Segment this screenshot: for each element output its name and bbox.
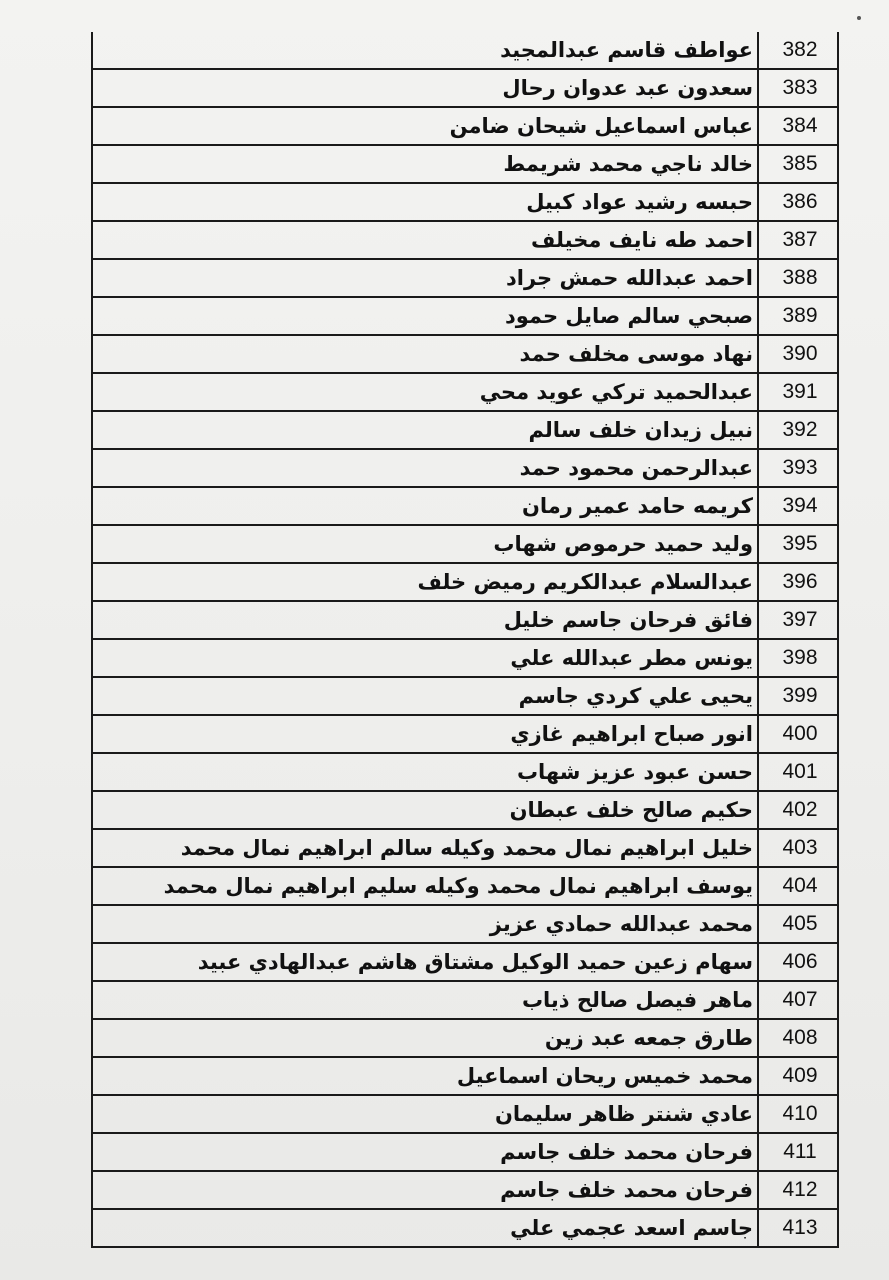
- name-cell: طارق جمعه عبد زين: [93, 1020, 759, 1056]
- table-row: [93, 372, 837, 410]
- table-row: [93, 1018, 837, 1056]
- table-row: [93, 790, 837, 828]
- table-row: [93, 1208, 837, 1246]
- number-cell: 400: [782, 722, 818, 745]
- table-row: [93, 904, 837, 942]
- table-row: [93, 258, 837, 296]
- number-cell: 390: [782, 342, 818, 365]
- table-row: [93, 1056, 837, 1094]
- table-row: [93, 68, 837, 106]
- table-row: [93, 448, 837, 486]
- table-row: [93, 676, 837, 714]
- name-cell: وليد حميد حرموص شهاب: [93, 526, 759, 562]
- number-cell: 404: [782, 874, 818, 897]
- table-row: [93, 1094, 837, 1132]
- table-row: [93, 144, 837, 182]
- number-cell: 401: [782, 760, 818, 783]
- table-row: [93, 562, 837, 600]
- number-cell: 399: [782, 684, 818, 707]
- name-cell: عادي شنتر ظاهر سليمان: [93, 1096, 759, 1132]
- table-row: [93, 752, 837, 790]
- name-cell: عبدالسلام عبدالكريم رميض خلف: [93, 564, 759, 600]
- number-cell: 392: [782, 418, 818, 441]
- name-cell: عواطف قاسم عبدالمجيد: [93, 32, 759, 68]
- name-cell: خالد ناجي محمد شريمط: [93, 146, 759, 182]
- number-cell: 384: [782, 114, 818, 137]
- name-cell: فرحان محمد خلف جاسم: [93, 1172, 759, 1208]
- number-cell: 405: [782, 912, 818, 935]
- name-cell: صبحي سالم صايل حمود: [93, 298, 759, 334]
- table-row: [93, 980, 837, 1018]
- table-row: [93, 1132, 837, 1170]
- table-row: [93, 714, 837, 752]
- table-row: [93, 32, 837, 68]
- number-cell: 397: [782, 608, 818, 631]
- table-row: [93, 106, 837, 144]
- name-cell: جاسم اسعد عجمي علي: [93, 1210, 759, 1246]
- table-row: [93, 410, 837, 448]
- table-row: [93, 866, 837, 904]
- number-cell: 410: [782, 1102, 818, 1125]
- number-cell: 398: [782, 646, 818, 669]
- table-row: [93, 182, 837, 220]
- name-cell: حكيم صالح خلف عبطان: [93, 792, 759, 828]
- name-cell: سهام زعين حميد الوكيل مشتاق هاشم عبدالهادي عبيد: [93, 944, 759, 980]
- name-cell: خليل ابراهيم نمال محمد وكيله سالم ابراهيم نمال محمد: [93, 830, 759, 866]
- number-cell: 403: [782, 836, 818, 859]
- table-row: [93, 524, 837, 562]
- number-cell: 409: [782, 1064, 818, 1087]
- name-cell: كريمه حامد عمير رمان: [93, 488, 759, 524]
- number-cell: 383: [782, 76, 818, 99]
- number-cell: 407: [782, 988, 818, 1011]
- name-cell: يوسف ابراهيم نمال محمد وكيله سليم ابراهيم نمال محمد: [93, 868, 759, 904]
- name-cell: حسن عبود عزيز شهاب: [93, 754, 759, 790]
- name-cell: محمد عبدالله حمادي عزيز: [93, 906, 759, 942]
- name-cell: فرحان محمد خلف جاسم: [93, 1134, 759, 1170]
- name-cell: حبسه رشيد عواد كبيل: [93, 184, 759, 220]
- number-cell: 393: [782, 456, 818, 479]
- name-cell: انور صباح ابراهيم غازي: [93, 716, 759, 752]
- number-cell: 389: [782, 304, 818, 327]
- name-cell: ماهر فيصل صالح ذياب: [93, 982, 759, 1018]
- table-row: [93, 942, 837, 980]
- number-cell: 386: [782, 190, 818, 213]
- table-row: [93, 486, 837, 524]
- table-row: [93, 296, 837, 334]
- name-cell: احمد طه نايف مخيلف: [93, 222, 759, 258]
- number-cell: 406: [782, 950, 818, 973]
- name-cell: عباس اسماعيل شيحان ضامن: [93, 108, 759, 144]
- name-cell: يحيى علي كردي جاسم: [93, 678, 759, 714]
- number-cell: 412: [782, 1178, 818, 1201]
- number-cell: 395: [782, 532, 818, 555]
- name-cell: يونس مطر عبدالله علي: [93, 640, 759, 676]
- number-cell: 408: [782, 1026, 818, 1049]
- names-table: [91, 32, 839, 1248]
- ink-speck: [857, 16, 861, 20]
- table-row: [93, 334, 837, 372]
- name-cell: احمد عبدالله حمش جراد: [93, 260, 759, 296]
- name-cell: سعدون عبد عدوان رحال: [93, 70, 759, 106]
- table-row: [93, 220, 837, 258]
- number-cell: 382: [782, 38, 818, 61]
- name-cell: فائق فرحان جاسم خليل: [93, 602, 759, 638]
- name-cell: عبدالرحمن محمود حمد: [93, 450, 759, 486]
- number-cell: 391: [782, 380, 818, 403]
- table-row: [93, 600, 837, 638]
- number-cell: 402: [782, 798, 818, 821]
- table-row: [93, 638, 837, 676]
- number-cell: 413: [782, 1216, 818, 1239]
- name-cell: عبدالحميد تركي عويد محي: [93, 374, 759, 410]
- number-cell: 387: [782, 228, 818, 251]
- name-cell: نهاد موسى مخلف حمد: [93, 336, 759, 372]
- number-cell: 394: [782, 494, 818, 517]
- name-cell: محمد خميس ريحان اسماعيل: [93, 1058, 759, 1094]
- number-cell: 411: [783, 1140, 817, 1163]
- table-row: [93, 1170, 837, 1208]
- number-cell: 385: [782, 152, 818, 175]
- name-cell: نبيل زيدان خلف سالم: [93, 412, 759, 448]
- number-cell: 396: [782, 570, 818, 593]
- table-row: [93, 828, 837, 866]
- number-cell: 388: [782, 266, 818, 289]
